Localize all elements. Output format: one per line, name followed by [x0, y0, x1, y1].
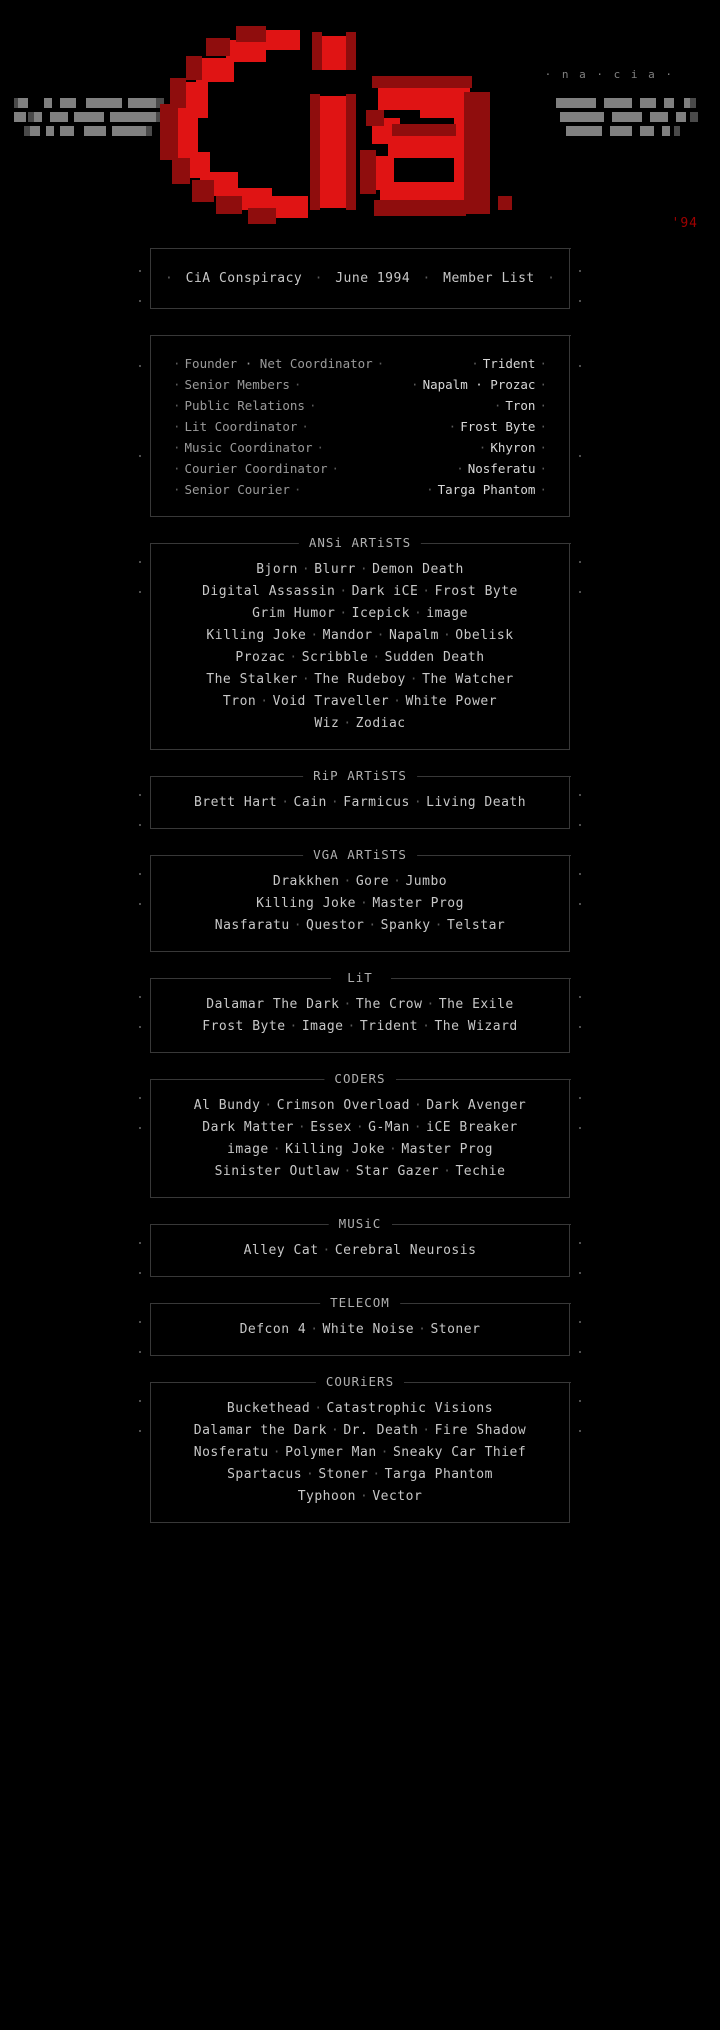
staff-row: · Senior Courier · · Targa Phantom · [173, 482, 547, 497]
name-separator: · [413, 606, 423, 621]
staff-row: · Courier Coordinator · · Nosferatu · [173, 461, 547, 476]
name-separator: · [272, 1142, 282, 1157]
member-name: Blurr [314, 562, 356, 577]
member-name: Tron [222, 694, 257, 709]
section-title: CODERS [324, 1071, 395, 1086]
panel-edge-tick [139, 1272, 141, 1274]
member-name: Grim Humor [252, 606, 336, 621]
panel-edge-tick [579, 591, 581, 593]
panel-edge-tick [579, 1351, 581, 1353]
logo-tagline: · n a · c i a · [544, 68, 674, 81]
member-name: Prozac [235, 650, 286, 665]
member-name: Sudden Death [384, 650, 485, 665]
member-row [161, 1398, 559, 1420]
member-row [161, 1240, 559, 1262]
member-name: Stoner [430, 1322, 481, 1337]
member-name: Crimson Overload [276, 1098, 410, 1113]
member-name: The Wizard [434, 1019, 518, 1034]
member-row [161, 1319, 559, 1341]
name-separator: · [434, 918, 443, 933]
name-separator: · [422, 584, 431, 599]
section-title: TELECOM [320, 1295, 400, 1310]
panel-coders [150, 1071, 570, 1198]
member-name: Dr. Death [343, 1423, 419, 1438]
panel-edge-tick [139, 561, 141, 563]
member-name: Essex [310, 1120, 352, 1135]
member-row [161, 669, 559, 691]
member-row [161, 1442, 559, 1464]
panel-edge-tick [579, 1400, 581, 1402]
member-name: White Noise [322, 1322, 415, 1337]
member-name: Master Prog [401, 1142, 493, 1157]
member-name: Spanky [380, 918, 431, 933]
name-separator: · [376, 628, 385, 643]
member-name: The Rudeboy [314, 672, 406, 687]
name-separator: · [372, 650, 381, 665]
member-name: Jumbo [405, 874, 448, 889]
member-row [161, 792, 559, 814]
name-separator: · [260, 694, 269, 709]
member-row [161, 1095, 559, 1117]
panel-edge-tick [579, 561, 581, 563]
name-separator: · [314, 1401, 323, 1416]
member-name: Sneaky Car Thief [392, 1445, 527, 1460]
member-name: The Stalker [206, 672, 298, 687]
panel-edge-tick [579, 996, 581, 998]
member-name: Vector [372, 1489, 423, 1504]
panel-telecom [150, 1295, 570, 1356]
name-separator: · [289, 650, 298, 665]
staff-row: · Founder · Net Coordinator · · Trident · [173, 356, 547, 371]
section-title: LiT [337, 970, 383, 985]
panel-edge-tick [139, 824, 141, 826]
name-separator: · [343, 716, 352, 731]
name-separator: · [347, 1019, 356, 1034]
member-name: The Crow [355, 997, 423, 1012]
panel-edge-tick [579, 873, 581, 875]
member-name: Defcon 4 [239, 1322, 307, 1337]
member-name: Killing Joke [206, 628, 307, 643]
panel-edge-tick [579, 824, 581, 826]
name-separator: · [426, 997, 435, 1012]
member-name: Obelisk [455, 628, 514, 643]
panel-edge-tick [579, 1097, 581, 1099]
member-name: Sinister Outlaw [214, 1164, 340, 1179]
member-name: Bjorn [256, 562, 298, 577]
header-line: · CiA Conspiracy · June 1994 · Member List · [165, 271, 556, 286]
member-name: Brett Hart [193, 795, 278, 810]
member-row [161, 647, 559, 669]
staff-row: · Public Relations · · Tron · [173, 398, 547, 413]
member-name: Cain [293, 795, 327, 810]
name-separator: · [409, 672, 419, 687]
staff-row: · Lit Coordinator · · Frost Byte · [173, 419, 547, 434]
member-row [161, 1016, 559, 1038]
name-separator: · [301, 562, 311, 577]
category-sections [0, 535, 720, 1523]
member-name: Trident [359, 1019, 419, 1034]
member-name: Fire Shadow [434, 1423, 527, 1438]
member-row [161, 559, 559, 581]
name-separator: · [306, 1467, 315, 1482]
member-name: Catastrophic Visions [326, 1401, 494, 1416]
member-name: Wiz [314, 716, 340, 731]
name-separator: · [422, 1019, 431, 1034]
panel-edge-tick [139, 1351, 141, 1353]
member-name: Drakkhen [272, 874, 340, 889]
member-name: Master Prog [372, 896, 464, 911]
name-separator: · [393, 694, 402, 709]
member-name: Dark Matter [202, 1120, 294, 1135]
name-separator: · [442, 628, 452, 643]
name-separator: · [330, 795, 340, 810]
name-separator: · [422, 1423, 431, 1438]
panel-header [150, 248, 570, 309]
member-row [161, 1161, 559, 1183]
panel-edge-tick [579, 1127, 581, 1129]
member-row [161, 871, 559, 893]
member-name: Polymer Man [285, 1445, 377, 1460]
member-name: Digital Assassin [202, 584, 336, 599]
member-row [161, 1486, 559, 1508]
panel-edge-tick [579, 1242, 581, 1244]
panel-ansi-artists [150, 535, 570, 750]
panel-top-border [151, 335, 569, 336]
member-row [161, 915, 559, 937]
staff-row: · Music Coordinator · · Khyron · [173, 440, 547, 455]
member-name: Farmicus [343, 795, 410, 810]
member-name: Napalm [388, 628, 439, 643]
member-name: Scribble [301, 650, 369, 665]
member-name: Void Traveller [272, 694, 390, 709]
name-separator: · [413, 795, 423, 810]
panel-edge-tick [139, 1321, 141, 1323]
member-name: Nasfaratu [214, 918, 290, 933]
member-name: White Power [405, 694, 498, 709]
panel-edge-tick [139, 1026, 141, 1028]
member-name: Killing Joke [256, 896, 356, 911]
panel-edge-tick [579, 903, 581, 905]
member-name: Typhoon [297, 1489, 356, 1504]
name-separator: · [393, 874, 402, 889]
member-row [161, 1139, 559, 1161]
name-separator: · [339, 584, 348, 599]
member-name: Targa Phantom [384, 1467, 493, 1482]
section-title: ANSi ARTiSTS [299, 535, 421, 550]
name-separator: · [355, 1120, 365, 1135]
member-name: Frost Byte [202, 1019, 286, 1034]
name-separator: · [368, 918, 377, 933]
member-name: Dalamar The Dark [206, 997, 340, 1012]
panel-edge-tick [579, 1430, 581, 1432]
member-name: image [227, 1142, 269, 1157]
panel-music [150, 1216, 570, 1277]
member-name: Icepick [351, 606, 410, 621]
member-row [161, 1464, 559, 1486]
panel-edge-tick [139, 1430, 141, 1432]
member-name: Dalamar the Dark [193, 1423, 328, 1438]
member-name: Star Gazer [355, 1164, 440, 1179]
member-name: Living Death [426, 795, 527, 810]
section-title: MUSiC [329, 1216, 392, 1231]
member-row [161, 603, 559, 625]
name-separator: · [380, 1445, 389, 1460]
name-separator: · [388, 1142, 398, 1157]
name-separator: · [372, 1467, 381, 1482]
member-row [161, 1420, 559, 1442]
member-name: image [426, 606, 468, 621]
member-name: Stoner [318, 1467, 369, 1482]
member-row [161, 691, 559, 713]
panel-edge-tick [579, 794, 581, 796]
name-separator: · [264, 1098, 273, 1113]
name-separator: · [322, 1243, 331, 1258]
section-title: RiP ARTiSTS [303, 768, 417, 783]
member-name: Dark iCE [351, 584, 419, 599]
member-name: Killing Joke [285, 1142, 385, 1157]
panel-edge-tick [139, 903, 141, 905]
name-separator: · [310, 628, 319, 643]
member-name: Cerebral Neurosis [334, 1243, 477, 1258]
member-name: Mandor [322, 628, 373, 643]
member-name: The Exile [438, 997, 514, 1012]
panel-edge-tick [139, 794, 141, 796]
name-separator: · [443, 1164, 452, 1179]
member-name: Spartacus [227, 1467, 303, 1482]
name-separator: · [293, 918, 303, 933]
name-separator: · [343, 1164, 352, 1179]
member-name: Techie [455, 1164, 506, 1179]
name-separator: · [360, 896, 369, 911]
name-separator: · [413, 1098, 423, 1113]
panel-vga-artists [150, 847, 570, 952]
logo-year: '94 [671, 216, 698, 231]
name-separator: · [331, 1423, 340, 1438]
member-row [161, 581, 559, 603]
logo-banner [0, 0, 720, 248]
name-separator: · [413, 1120, 423, 1135]
panel-staff [150, 335, 570, 517]
member-name: Gore [355, 874, 390, 889]
panel-edge-tick [579, 1272, 581, 1274]
name-separator: · [360, 1489, 369, 1504]
panel-couriers [150, 1374, 570, 1523]
panel-edge-tick [139, 1400, 141, 1402]
section-title: VGA ARTiSTS [303, 847, 417, 862]
member-row [161, 994, 559, 1016]
panel-lit [150, 970, 570, 1053]
member-name: Nosferatu [193, 1445, 269, 1460]
member-row [161, 893, 559, 915]
member-name: Image [301, 1019, 344, 1034]
member-name: Alley Cat [243, 1243, 319, 1258]
panel-edge-tick [139, 591, 141, 593]
name-separator: · [343, 874, 352, 889]
name-separator: · [289, 1019, 298, 1034]
member-row [161, 713, 559, 735]
member-name: Telstar [446, 918, 506, 933]
name-separator: · [339, 606, 348, 621]
member-name: Zodiac [355, 716, 406, 731]
member-name: Frost Byte [434, 584, 518, 599]
name-separator: · [297, 1120, 307, 1135]
name-separator: · [310, 1322, 319, 1337]
panel-edge-tick [139, 1127, 141, 1129]
section-title: COURiERS [316, 1374, 404, 1389]
member-name: iCE Breaker [426, 1120, 518, 1135]
name-separator: · [343, 997, 352, 1012]
panel-edge-tick [579, 1026, 581, 1028]
member-name: Demon Death [372, 562, 464, 577]
member-name: Buckethead [226, 1401, 311, 1416]
panel-edge-tick [579, 1321, 581, 1323]
panel-rip-artists [150, 768, 570, 829]
cia-ansi-logo [0, 0, 720, 248]
member-name: G-Man [368, 1120, 410, 1135]
member-list-body [0, 248, 720, 1523]
member-row [161, 625, 559, 647]
member-name: Dark Avenger [426, 1098, 527, 1113]
panel-edge-tick [139, 873, 141, 875]
member-name: Al Bundy [193, 1098, 261, 1113]
name-separator: · [272, 1445, 282, 1460]
name-separator: · [418, 1322, 427, 1337]
panel-edge-tick [139, 996, 141, 998]
member-name: The Watcher [422, 672, 514, 687]
member-name: Questor [306, 918, 365, 933]
name-separator: · [359, 562, 369, 577]
member-row [161, 1117, 559, 1139]
staff-row: · Senior Members · · Napalm · Prozac · [173, 377, 547, 392]
name-separator: · [301, 672, 311, 687]
panel-edge-tick [139, 1097, 141, 1099]
name-separator: · [281, 795, 290, 810]
panel-edge-tick [139, 1242, 141, 1244]
panel-top-border [151, 248, 569, 249]
